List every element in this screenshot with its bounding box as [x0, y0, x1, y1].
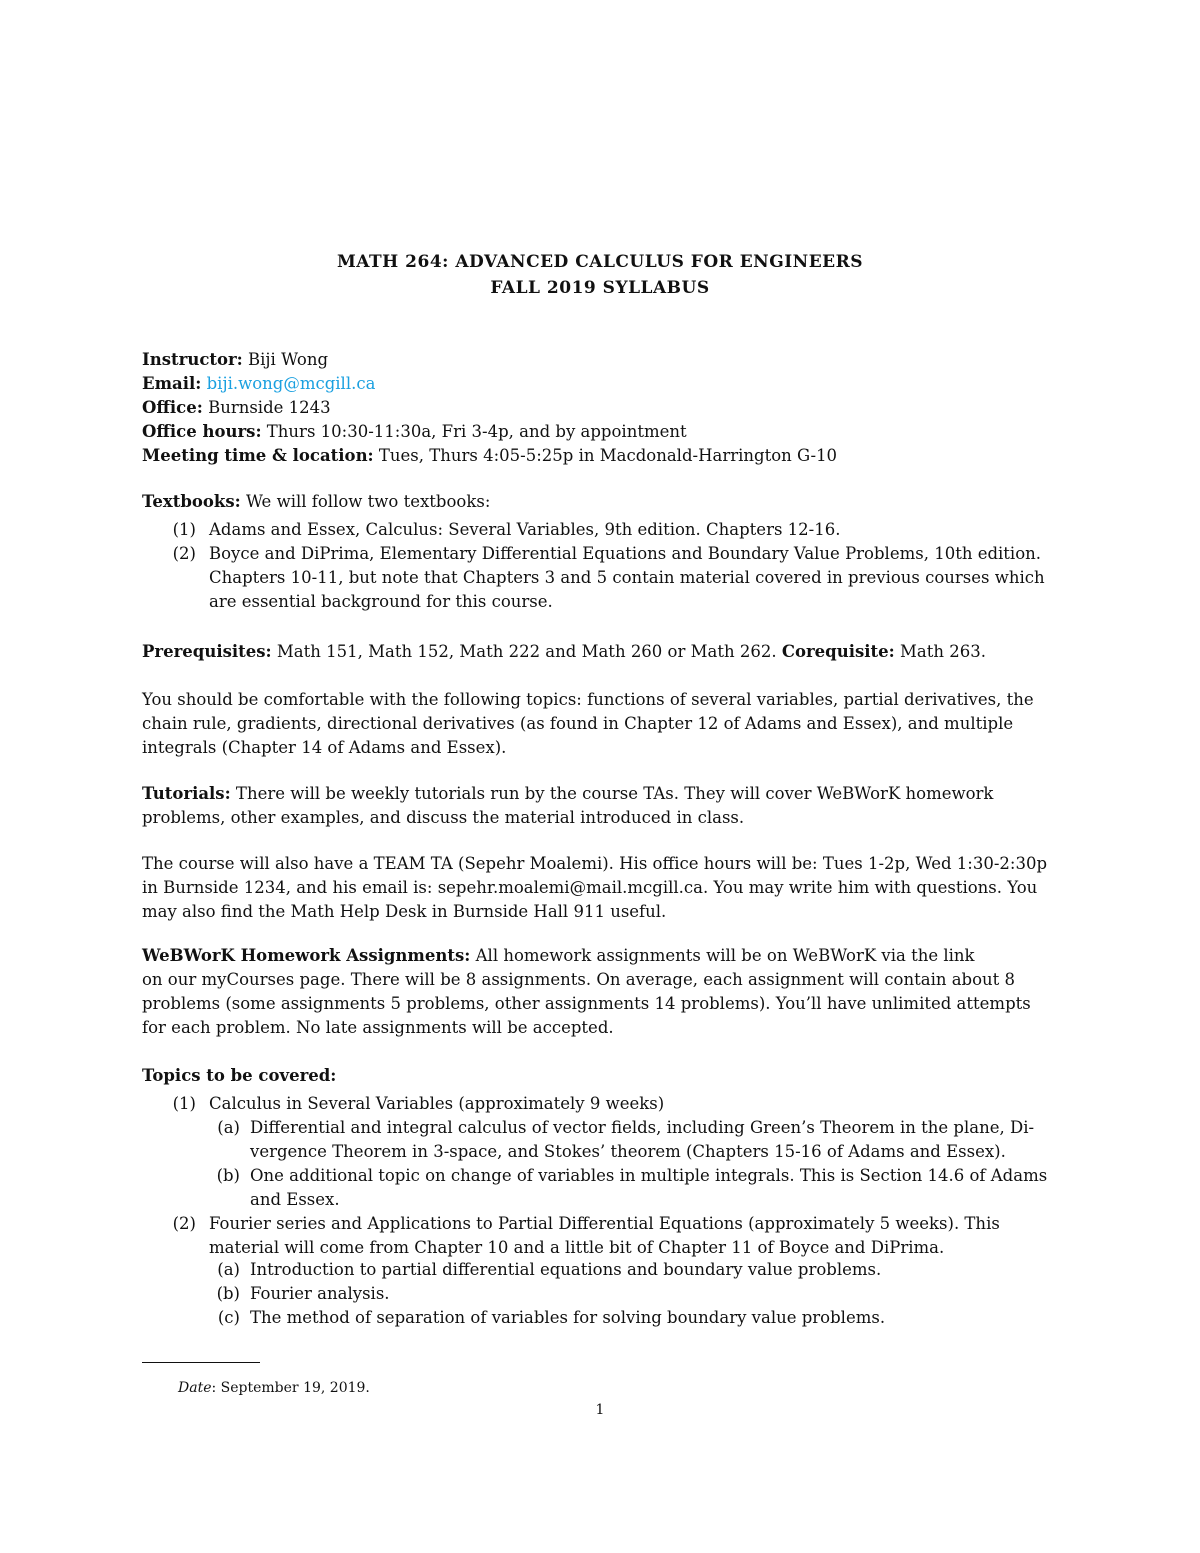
- coreq-value: Math 263.: [894, 642, 986, 661]
- textbook-2-number: (2): [172, 544, 196, 563]
- instructor-label: Instructor:: [142, 350, 243, 369]
- topic-1-number: (1): [172, 1094, 196, 1113]
- topic-1a-number: (a): [217, 1118, 240, 1137]
- topics-heading: [142, 1064, 1062, 1088]
- topic-2-line-2: material will come from Chapter 10 and a little bit of Chapter 11 of Boyce and DiPrima.: [209, 1238, 945, 1257]
- footnote-rule: [142, 1362, 260, 1363]
- tutorials-paragraph: [142, 782, 1062, 830]
- topic-1a-line-2: vergence Theorem in 3-space, and Stokes’ theorem (Chapters 15-16 of Adams and Essex).: [250, 1142, 1006, 1161]
- instructor-value: Biji Wong: [242, 350, 329, 369]
- office-hours-label: Office hours:: [142, 422, 262, 441]
- topic-2b-text: Fourier analysis.: [250, 1284, 390, 1303]
- topic-2a-number: (a): [217, 1260, 240, 1279]
- textbooks-label: Textbooks:: [142, 492, 241, 511]
- topic-1b-line-1: One additional topic on change of variables in multiple integrals. This is Section 14.6 of Adams: [250, 1166, 1048, 1185]
- office-value: Burnside 1243: [202, 398, 331, 417]
- topic-2-number: (2): [172, 1214, 196, 1233]
- topic-1-text: Calculus in Several Variables (approximately 9 weeks): [209, 1094, 665, 1113]
- background-line-1: You should be comfortable with the following topics: functions of several variables, partial derivatives, the: [142, 690, 1034, 709]
- textbook-1-line: Adams and Essex, Calculus: Several Variables, 9th edition. Chapters 12-16.: [209, 520, 841, 539]
- textbook-2-line-1: Boyce and DiPrima, Elementary Differential Equations and Boundary Value Problems, 10th edition.: [209, 544, 1042, 563]
- webwork-line-1: All homework assignments will be on WeBWorK via the link: [470, 946, 975, 965]
- topic-2b-number: (b): [216, 1284, 240, 1303]
- prereq-label: Prerequisites:: [142, 642, 272, 661]
- webwork-line-4: for each problem. No late assignments will be accepted.: [142, 1018, 614, 1037]
- topic-1b-line-2: and Essex.: [250, 1190, 340, 1209]
- tutorials-label: Tutorials:: [142, 784, 231, 803]
- background-line-3: integrals (Chapter 14 of Adams and Essex).: [142, 738, 507, 757]
- meeting-label: Meeting time & location:: [142, 446, 374, 465]
- background-paragraph: [142, 688, 1062, 760]
- tutorials-line-2: problems, other examples, and discuss the material introduced in class.: [142, 808, 745, 827]
- prerequisites: [142, 640, 1062, 664]
- topic-1b-number: (b): [216, 1166, 240, 1185]
- webwork-line-3: problems (some assignments 5 problems, other assignments 14 problems). You’ll have unlimited attempts: [142, 994, 1031, 1013]
- tutorials-line-1: There will be weekly tutorials run by the course TAs. They will cover WeBWorK homework: [230, 784, 994, 803]
- page-number: 1: [595, 1402, 605, 1418]
- topic-2c-text: The method of separation of variables for solving boundary value problems.: [250, 1308, 886, 1327]
- team-ta-line-3: may also find the Math Help Desk in Burnside Hall 911 useful.: [142, 902, 667, 921]
- background-line-2: chain rule, gradients, directional derivatives (as found in Chapter 12 of Adams and Essex), and multiple: [142, 714, 1014, 733]
- email-link[interactable]: biji.wong@mcgill.ca: [206, 374, 376, 393]
- topic-1a-line-1: Differential and integral calculus of vector fields, including Green’s Theorem in the plane, Di-: [250, 1118, 1035, 1137]
- coreq-label: Corequisite:: [781, 642, 895, 661]
- meeting-value: Tues, Thurs 4:05-5:25p in Macdonald-Harrington G-10: [373, 446, 838, 465]
- topic-2c-number: (c): [217, 1308, 240, 1327]
- footnote-date-value: : September 19, 2019.: [211, 1380, 370, 1396]
- email-label: Email:: [142, 374, 202, 393]
- title-line-1: MATH 264: ADVANCED CALCULUS FOR ENGINEERS: [336, 252, 864, 272]
- textbooks-intro: We will follow two textbooks:: [240, 492, 491, 511]
- team-ta-paragraph: [142, 852, 1062, 924]
- topic-2a-text: Introduction to partial differential equations and boundary value problems.: [250, 1260, 882, 1279]
- team-ta-line-2: in Burnside 1234, and his email is: sepehr.moalemi@mail.mcgill.ca. You may write him with questions. You: [142, 878, 1038, 897]
- topic-2-line-1: Fourier series and Applications to Partial Differential Equations (approximately 5 weeks). This: [209, 1214, 1000, 1233]
- office-hours-value: Thurs 10:30-11:30a, Fri 3-4p, and by appointment: [261, 422, 687, 441]
- footnote: [178, 1376, 370, 1400]
- textbook-2-line-3: are essential background for this course.: [209, 592, 553, 611]
- webwork-paragraph: [142, 944, 1062, 1040]
- webwork-line-2: on our myCourses page. There will be 8 assignments. On average, each assignment will contain about 8: [142, 970, 1016, 989]
- title-line-2: FALL 2019 SYLLABUS: [490, 278, 710, 298]
- team-ta-line-1: The course will also have a TEAM TA (Sepehr Moalemi). His office hours will be: Tues 1-2p, Wed 1:30-2:30p: [142, 854, 1048, 873]
- textbooks-heading: [142, 490, 1062, 514]
- webwork-label: WeBWorK Homework Assignments:: [142, 946, 471, 965]
- textbook-1-number: (1): [172, 520, 196, 539]
- topics-label: Topics to be covered:: [142, 1066, 337, 1085]
- office-label: Office:: [142, 398, 203, 417]
- prereq-value: Math 151, Math 152, Math 222 and Math 260 or Math 262.: [271, 642, 782, 661]
- instructor-info: [142, 348, 1062, 468]
- textbook-2-line-2: Chapters 10-11, but note that Chapters 3 and 5 contain material covered in previous courses which: [209, 568, 1045, 587]
- footnote-date-label: Date: [178, 1380, 212, 1396]
